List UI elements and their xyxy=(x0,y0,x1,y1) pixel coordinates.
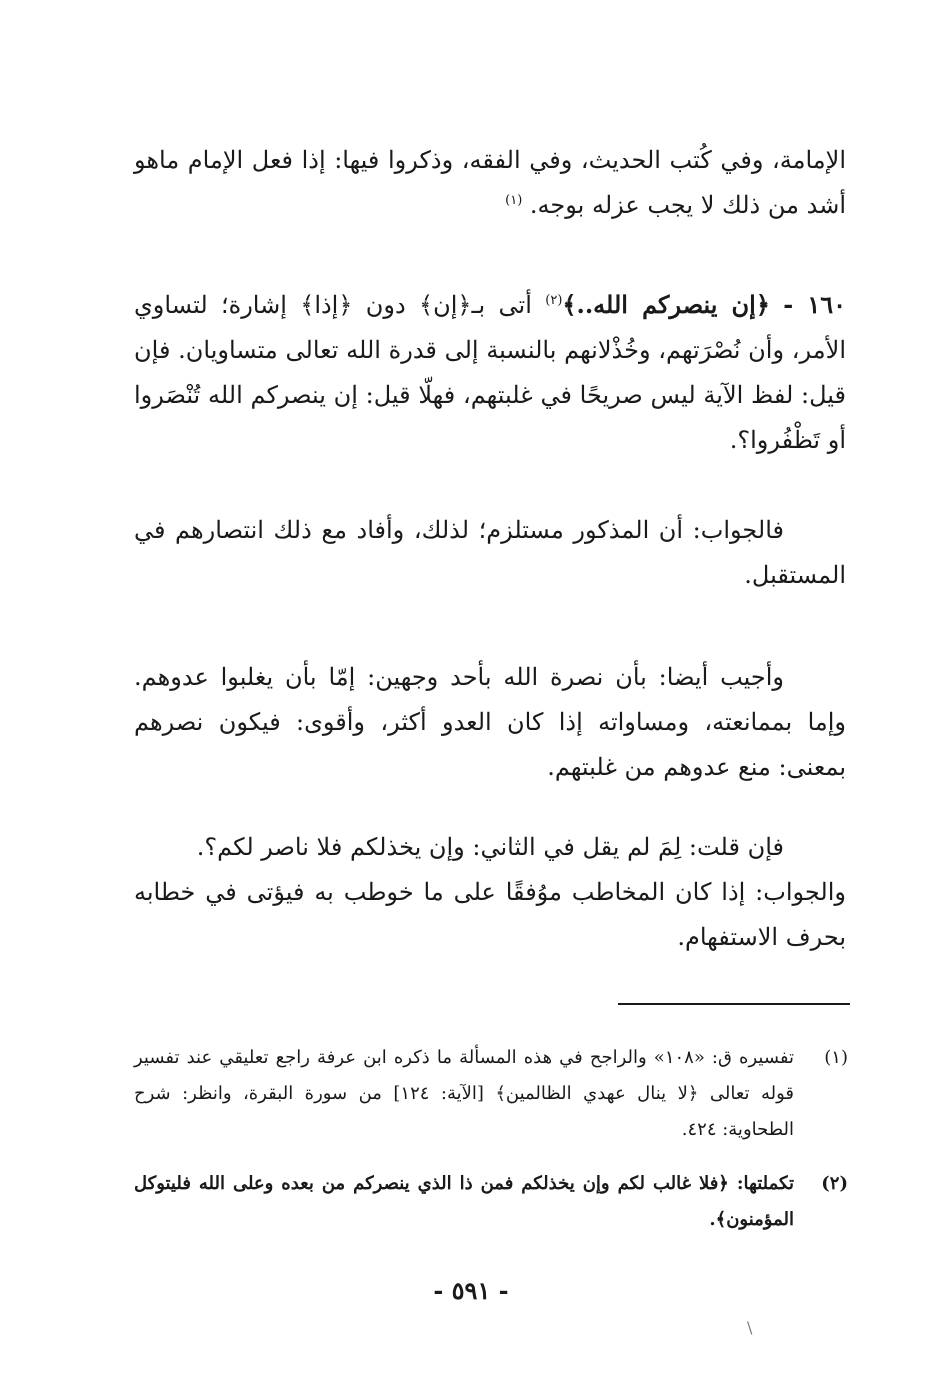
footnote-number: (٢) xyxy=(821,1173,848,1194)
footnote-1 xyxy=(134,1040,848,1148)
footnote-ref-2: (٢) xyxy=(545,293,563,308)
paragraph-answer xyxy=(134,508,846,598)
paragraph-question xyxy=(134,825,846,870)
footnote-number: (١) xyxy=(824,1047,848,1068)
footnote-2 xyxy=(134,1166,848,1238)
footnote-text: تفسيره ق: «١٠٨» والراجح في هذه المسألة ما ذكره ابن عرفة راجع تعليقي عند تفسير قوله تعالى ﴿لا ينال عهدي الظالمين﴾ [الآية: ١٢٤] من سورة البقرة، وانظر: شرح الطحاوية: ٤٢٤. xyxy=(134,1047,794,1140)
paragraph-verse-160 xyxy=(134,282,846,463)
verse-number: ١٦٠ - xyxy=(783,290,846,319)
margin-mark: \ xyxy=(747,1318,753,1337)
paragraph-text: وأجيب أيضا: بأن نصرة الله بأحد وجهين: إمّا بأن يغلبوا عدوهم. وإما بممانعته، ومساواته إذا كان العدو أكثر، وأقوى: فيكون نصرهم بمعنى: منع عدوهم من غلبتهم. xyxy=(134,663,846,781)
paragraph-continuation xyxy=(134,138,846,228)
verse-quote: ﴿إن ينصركم الله..﴾ xyxy=(562,290,770,319)
paragraph-text: والجواب: إذا كان المخاطب موُفقًا على ما خوطب به فيؤتى في خطابه بحرف الاستفهام. xyxy=(134,878,846,951)
footnote-text: تكملتها: ﴿فلا غالب لكم وإن يخذلكم فمن ذا الذي ينصركم من بعده وعلى الله فليتوكل المؤمنون﴾. xyxy=(134,1173,794,1230)
paragraph-text: فإن قلت: لِمَ لم يقل في الثاني: وإن يخذلكم فلا ناصر لكم؟. xyxy=(196,833,784,861)
paragraph-text: أتى بـ﴿إن﴾ دون ﴿إذا﴾ إشارة؛ لتساوي الأمر، وأن نُصْرَتهم، وخُذْلانهم بالنسبة إلى قدرة الله تعالى متساويان. فإن قيل: لفظ الآية ليس صريحًا في غلبتهم، فهلّا قيل: إن ينصركم الله تُنْصَروا أو تَظْفُروا؟. xyxy=(134,291,846,454)
paragraph-text: الإمامة، وفي كُتب الحديث، وفي الفقه، وذكروا فيها: إذا فعل الإمام ماهو أشد من ذلك لا يجب عزله بوجه. xyxy=(134,146,846,219)
paragraph-another-answer xyxy=(134,655,846,790)
paragraph-final-answer xyxy=(134,870,846,960)
footnote-separator xyxy=(618,1003,850,1005)
footnote-ref-1: (١) xyxy=(505,193,523,208)
paragraph-text: فالجواب: أن المذكور مستلزم؛ لذلك، وأفاد مع ذلك انتصارهم في المستقبل. xyxy=(134,516,846,589)
page-number: - ٥٩١ - xyxy=(433,1276,509,1305)
